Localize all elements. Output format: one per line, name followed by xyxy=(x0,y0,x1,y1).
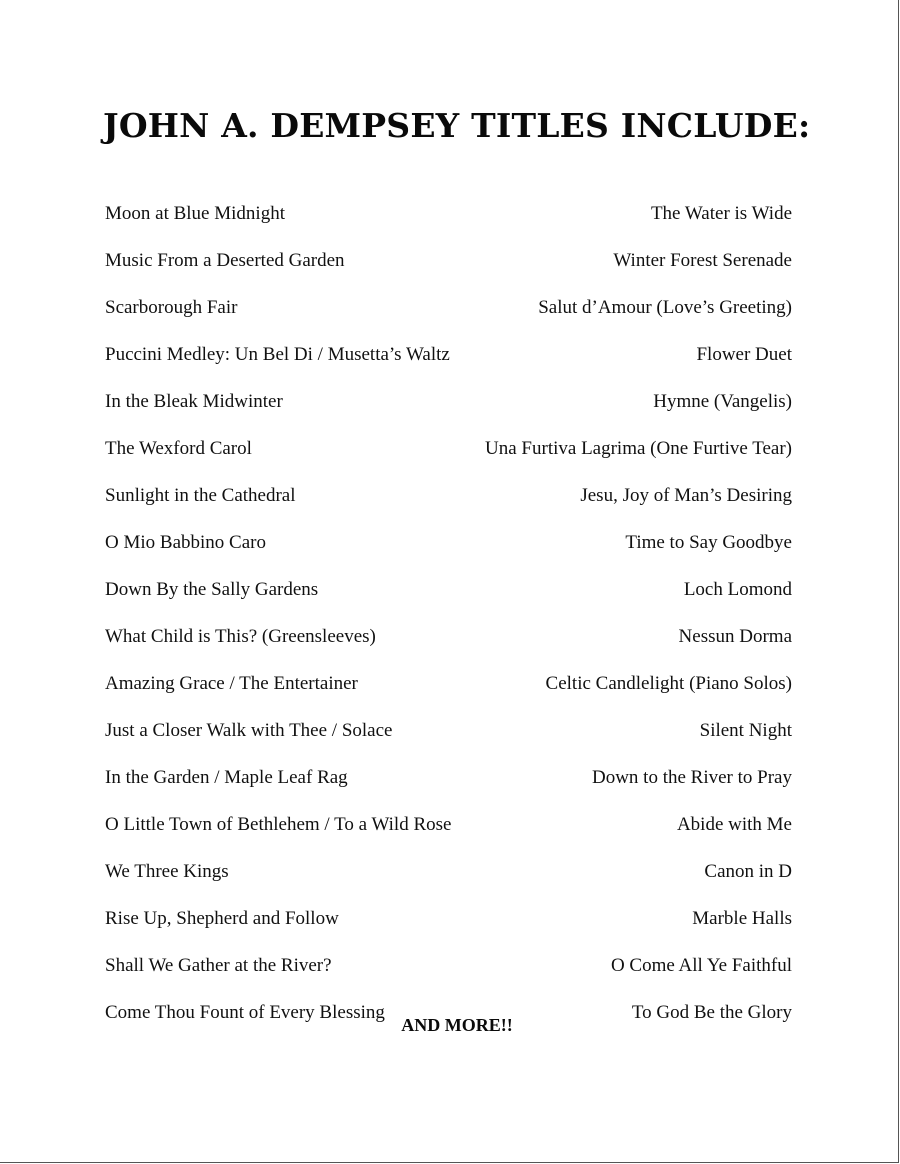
title-right: Una Furtiva Lagrima (One Furtive Tear) xyxy=(485,437,792,459)
list-item xyxy=(105,284,792,331)
title-left: O Little Town of Bethlehem / To a Wild Rose xyxy=(105,813,452,835)
title-right: Nessun Dorma xyxy=(678,625,792,647)
list-item xyxy=(105,519,792,566)
title-right: Abide with Me xyxy=(676,813,792,835)
title-right: Winter Forest Serenade xyxy=(613,249,792,271)
title-left: Come Thou Fount of Every Blessing xyxy=(105,1001,385,1023)
list-item xyxy=(105,378,792,425)
title-left: Amazing Grace / The Entertainer xyxy=(105,672,358,694)
title-right: Time to Say Goodbye xyxy=(625,531,792,553)
title-left: Shall We Gather at the River? xyxy=(105,954,332,976)
title-right: Canon in D xyxy=(704,860,792,882)
list-item xyxy=(105,754,792,801)
title-left: Scarborough Fair xyxy=(105,296,238,318)
title-left: Moon at Blue Midnight xyxy=(105,202,285,224)
title-left: Music From a Deserted Garden xyxy=(105,249,345,271)
title-right: The Water is Wide xyxy=(650,202,792,224)
title-right: Flower Duet xyxy=(696,343,792,365)
title-left: Sunlight in the Cathedral xyxy=(105,484,296,506)
title-right: Marble Halls xyxy=(692,907,792,929)
title-right: O Come All Ye Faithful xyxy=(610,954,792,976)
title-left: Rise Up, Shepherd and Follow xyxy=(105,907,339,929)
title-left: O Mio Babbino Caro xyxy=(105,531,266,553)
title-left: What Child is This? (Greensleeves) xyxy=(105,625,376,647)
title-left: Puccini Medley: Un Bel Di / Musetta’s Waltz xyxy=(105,343,450,365)
title-right: Jesu, Joy of Man’s Desiring xyxy=(580,484,792,506)
title-right: Loch Lomond xyxy=(683,578,792,600)
title-right: Silent Night xyxy=(699,719,792,741)
page-title: JOHN A. DEMPSEY TITLES INCLUDE: xyxy=(103,106,811,145)
list-item xyxy=(105,566,792,613)
title-right: Down to the River to Pray xyxy=(591,766,792,788)
titles-list xyxy=(105,190,792,1036)
title-right: Hymne (Vangelis) xyxy=(653,390,792,412)
list-item xyxy=(105,801,792,848)
title-right: Salut d’Amour (Love’s Greeting) xyxy=(538,296,792,318)
title-right: To God Be the Glory xyxy=(631,1001,792,1023)
list-item xyxy=(105,190,792,237)
title-left: In the Garden / Maple Leaf Rag xyxy=(105,766,348,788)
list-item xyxy=(105,613,792,660)
title-left: In the Bleak Midwinter xyxy=(105,390,283,412)
and-more-footer: AND MORE!! xyxy=(401,1015,513,1035)
list-item xyxy=(105,707,792,754)
list-item xyxy=(105,848,792,895)
list-item xyxy=(105,331,792,378)
title-left: Down By the Sally Gardens xyxy=(105,578,319,600)
title-left: The Wexford Carol xyxy=(105,437,252,459)
title-left: We Three Kings xyxy=(105,860,229,882)
list-item xyxy=(105,425,792,472)
list-item xyxy=(105,660,792,707)
list-item xyxy=(105,942,792,989)
list-item xyxy=(105,472,792,519)
list-item xyxy=(105,237,792,284)
title-right: Celtic Candlelight (Piano Solos) xyxy=(545,672,792,694)
list-item xyxy=(105,895,792,942)
title-left: Just a Closer Walk with Thee / Solace xyxy=(105,719,393,741)
